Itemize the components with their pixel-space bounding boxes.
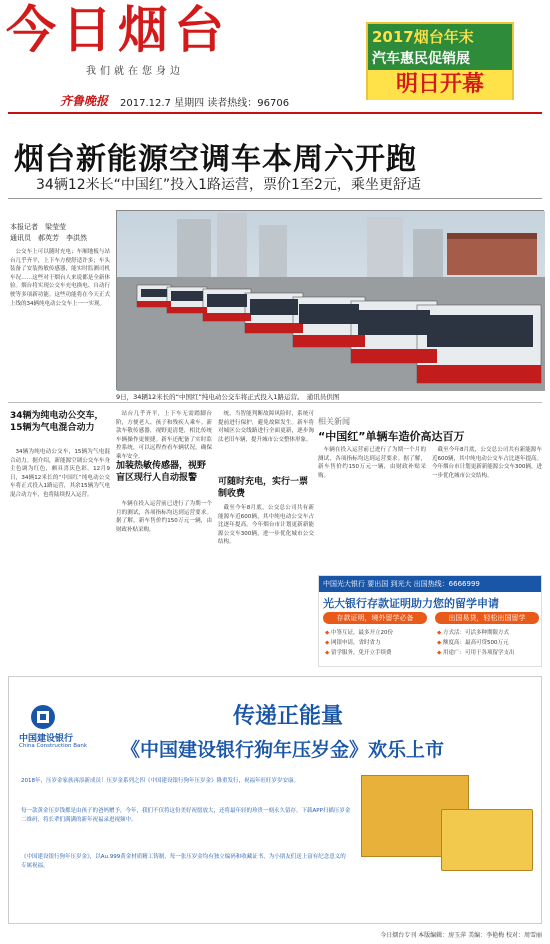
page-headline: 烟台新能源空调车本周六开跑: [14, 142, 417, 177]
headline-divider: [8, 198, 542, 199]
ceb-bank-ad-loan-button[interactable]: 出国易贷，轻松出国留学: [435, 612, 539, 624]
subhead-left: 34辆为纯电动公交车，15辆为气电混合动力: [10, 411, 104, 433]
article-column-2-top: [116, 410, 212, 460]
auto-show-ad[interactable]: [366, 22, 514, 100]
ccb-ad-note-3: 《中国建设银行狗年压岁金》，以Au.999黄金材质精工铸制，每一张压岁金均有独立编码和收藏证书，为小朋友们送上富有纪念意义的专属祝福。: [21, 854, 346, 869]
subhead-middle-2: 可随时充电，实行一票制收费: [218, 477, 309, 499]
related-column-1: [318, 446, 426, 570]
article-column-3-top: [218, 410, 314, 472]
auto-show-ad-line1: 2017烟台年末: [372, 28, 474, 46]
ceb-bank-ad[interactable]: [318, 575, 542, 667]
page-subhead: 34辆12米长“中国红”投入1路运营，票价1至2元，乘坐更舒适: [36, 177, 421, 193]
ceb-bank-ad-topbar: 中国光大银行 要出国 到光大 出国热线：6666999: [319, 576, 541, 592]
ccb-bank-name: 中国建设银行: [19, 734, 74, 744]
article-column-3-text: 截至今年8月底，公交总公司共有新能源车近600辆，其中纯电动公交车占比逐年提高。今年烟台市计划更新新能源公交车300辆，进一步优化城市公交结构。: [218, 505, 314, 546]
related-column-2-text: 截至今年8月底，公交总公司共有新能源车近600辆，其中纯电动公交车占比逐年提高。今年烟台市计划更新新能源公交车300辆，进一步优化城市公交结构。: [432, 447, 542, 479]
gold-card-image: [441, 809, 533, 871]
list-item: ◆ 用途广：可用于各项留学支出: [437, 648, 541, 658]
article-column-3-top-text: 统，当智能判断故障风险时，系统可提前进行保护，避免故障发生。新车将对城区公交线路进行全面更新，逐步淘汰老旧车辆，提升城市公交整体形象。: [218, 411, 314, 443]
ccb-bank-english-name: China Construction Bank: [19, 743, 88, 749]
list-item: ◆ 留学服务，免开立手续费: [325, 648, 431, 658]
masthead-divider: [8, 112, 542, 114]
list-item: ◆ 网银申请，省时省力: [325, 638, 431, 648]
masthead-slogan: 我们就在您身边: [86, 66, 184, 77]
date-line: 2017.12.7 星期四 读者热线：96706: [120, 98, 290, 109]
ceb-bank-ad-left-list: [325, 628, 431, 658]
news-photo: [116, 210, 544, 390]
byline: [10, 222, 87, 244]
article-lead-text: 公交车上可以随时充电；车厢地板与站台几乎齐平，上下车方便舒适许多；车头装备了安装热敏传感器，能实时监测司机车况……这些对于烟台人来说都是全新体验。烟台将实现公交车充电换电、自动行驶等多项新功能。这些功能将在今天正式上线的34辆纯电动公交车上一一实现。: [10, 249, 110, 307]
section-divider: [8, 402, 542, 403]
list-item: ◆ 中签互证，最多开立20份: [325, 628, 431, 638]
article-column-2-top-text: 站台几乎齐平，上下车无需踏脚台阶，方便老人、孩子和残疾人乘车。新款车敬传感器，视野更清楚，相比传统车辆操作更便捷。新车还配备了实时监控系统，可以远程查看车辆状况，确保乘车安全。: [116, 411, 212, 460]
masthead-title: 今日烟台: [6, 1, 230, 59]
article-column-2-text: 车辆在投入运营前已进行了为期一个月的测试，各项指标均达到运营要求。据了解，新车售价约150万元一辆，由财政补贴采购。: [116, 501, 212, 533]
byline-reporter: 本报记者 梁莹莹: [10, 223, 66, 231]
masthead: [0, 0, 550, 112]
ceb-bank-ad-right-list: [437, 628, 541, 658]
article-column-1: [10, 448, 110, 668]
related-column-1-text: 车辆在投入运营前已进行了为期一个月的测试，各项指标均达到运营要求。据了解，新车售价约150万元一辆，由财政补贴采购。: [318, 447, 426, 479]
newspaper-logo: 齐鲁晚报: [60, 94, 109, 108]
ccb-ad-note-1: 2018年，压岁金家族再添新成员！压岁金系列之四《中国建设银行狗年压岁金》隆重发行，祝福年旺旺岁岁安康。: [21, 778, 300, 784]
photo-caption: 9日，34辆12米长的“中国红”纯电动公交车将正式投入1路运营。 通讯员供图: [116, 393, 340, 401]
auto-show-ad-line2: 汽车惠民促销展: [372, 51, 470, 67]
article-column-1-text: 34辆为纯电动公交车，15辆为气电混合动力。据介绍，新能源空调公交车车身主色调为红色，颇具喜庆色彩。12月9日，34辆12米长的“中国红”纯电动公交车将正式投入1路运营，其余15辆为气电混合动力车，也将陆续投入运营。: [10, 449, 110, 498]
byline-correspondent: 通讯员 郝英芳 李洪然: [10, 234, 87, 242]
article-lead-column: [10, 248, 110, 396]
article-column-3: [218, 504, 314, 668]
ceb-bank-ad-deposit-button[interactable]: 存款证明，境外留学必备: [323, 612, 427, 624]
related-news-title[interactable]: “中国红”单辆车造价高达百万: [318, 430, 465, 443]
ccb-ad[interactable]: [8, 676, 542, 924]
ccb-ad-subtitle: 《中国建设银行狗年压岁金》欢乐上市: [121, 739, 445, 761]
related-column-2: [432, 446, 542, 570]
list-item: ◆ 方式活：可活多种期限方式: [437, 628, 541, 638]
subhead-middle-1: 加装热敏传感器，视野盲区现行人自动报警: [116, 461, 207, 483]
page-footer: 今日烟台专刊 本版编辑：房玉萍 美编：李艳梅 校对：周雪丽: [380, 932, 542, 939]
ceb-bank-ad-headline: 光大银行存款证明助力您的留学申请: [323, 597, 499, 610]
ccb-logo-icon: [21, 703, 65, 731]
auto-show-ad-line3: 明日开幕: [368, 70, 512, 100]
ccb-ad-title: 传递正能量: [233, 704, 344, 729]
list-item: ◆ 额度高：最高可贷500万元: [437, 638, 541, 648]
ccb-ad-note-2: 每一款黄金压岁钱都是由孩子的爸妈赠予，今年，我们不仅将这份美好祝愿放大，还将最年轻的珍贵一刻永久留存。下载APP扫描压岁金二维码，将长辈们满满的新年祝福录进视频中。: [21, 808, 351, 823]
bus-depot-image: [117, 211, 545, 391]
article-column-2: [116, 500, 212, 668]
related-news-tag: 相关新闻: [318, 417, 350, 426]
